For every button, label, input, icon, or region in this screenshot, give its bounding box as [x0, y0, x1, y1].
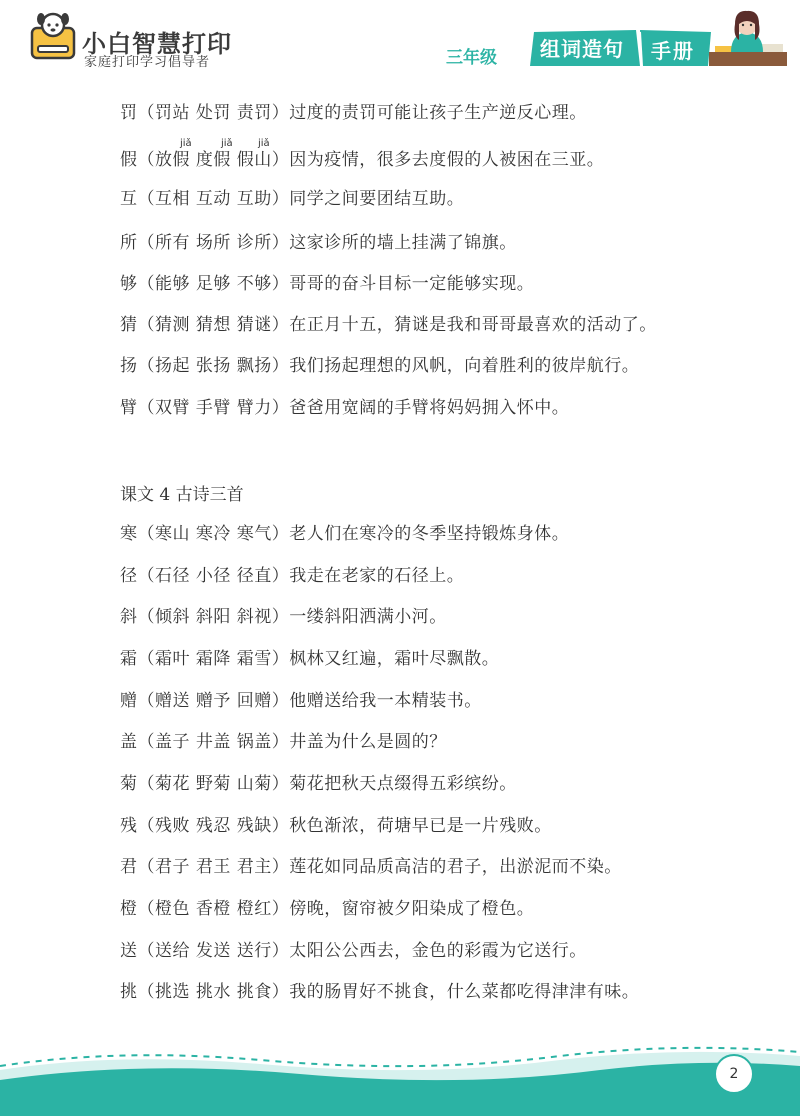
word-entry: 径（石径 小径 径直）我走在老家的石径上。: [120, 566, 465, 586]
word-entry: 盖（盖子 井盖 锅盖）井盖为什么是圆的？: [120, 732, 447, 752]
reading-girl-illustration-icon: [705, 8, 790, 70]
page-header: [0, 0, 800, 82]
footer-wave-decoration: [0, 1030, 800, 1116]
word-entry: 扬（扬起 张扬 飘扬）我们扬起理想的风帆，向着胜利的彼岸航行。: [120, 356, 640, 376]
word-entry: 君（君子 君王 君主）莲花如同品质高洁的君子，出淤泥而不染。: [120, 857, 622, 877]
word-entry: 菊（菊花 野菊 山菊）菊花把秋天点缀得五彩缤纷。: [120, 774, 517, 794]
word-entry: 橙（橙色 香橙 橙红）傍晚，窗帘被夕阳染成了橙色。: [120, 899, 535, 919]
word-entry: 挑（挑选 挑水 挑食）我的肠胃好不挑食，什么菜都吃得津津有味。: [120, 982, 640, 1002]
section-title: 课文 4 古诗三首: [120, 485, 244, 505]
word-entry: 送（送给 发送 送行）太阳公公西去，金色的彩霞为它送行。: [120, 941, 587, 961]
word-entry: 猜（猜测 猜想 猜谜）在正月十五，猜谜是我和哥哥最喜欢的活动了。: [120, 315, 657, 335]
dog-logo-icon: [28, 10, 78, 62]
word-entry: 残（残败 残忍 残缺）秋色渐浓，荷塘早已是一片残败。: [120, 816, 552, 836]
pinyin-annotation: jiǎ: [258, 138, 270, 149]
word-entry: 够（能够 足够 不够）哥哥的奋斗目标一定能够实现。: [120, 274, 535, 294]
brand-slogan: 家庭打印学习倡导者: [84, 55, 211, 70]
banner-title-left: 组词造句: [540, 37, 624, 61]
word-entry: 互（互相 互动 互助）同学之间要团结互助。: [120, 189, 465, 209]
word-entry: 寒（寒山 寒冷 寒气）老人们在寒冷的冬季坚持锻炼身体。: [120, 524, 570, 544]
grade-label: 三年级: [446, 48, 497, 68]
word-entry: 斜（倾斜 斜阳 斜视）一缕斜阳洒满小河。: [120, 607, 447, 627]
word-entry: 所（所有 场所 诊所）这家诊所的墙上挂满了锦旗。: [120, 233, 517, 253]
word-entry: 赠（赠送 赠予 回赠）他赠送给我一本精装书。: [120, 691, 482, 711]
page-number: 2: [714, 1054, 754, 1094]
word-entry: 罚（罚站 处罚 责罚）过度的责罚可能让孩子生产逆反心理。: [120, 103, 587, 123]
pinyin-annotation: jiǎ: [180, 138, 192, 149]
word-entry: 假（放假 度假 假山）因为疫情，很多去度假的人被困在三亚。: [120, 150, 605, 170]
word-entry: 臂（双臂 手臂 臂力）爸爸用宽阔的手臂将妈妈拥入怀中。: [120, 398, 570, 418]
banner-title-right: 手册: [651, 39, 695, 63]
pinyin-annotation: jiǎ: [221, 138, 233, 149]
word-entry: 霜（霜叶 霜降 霜雪）枫林又红遍，霜叶尽飘散。: [120, 649, 500, 669]
brand-name: 小白智慧打印: [82, 30, 232, 58]
